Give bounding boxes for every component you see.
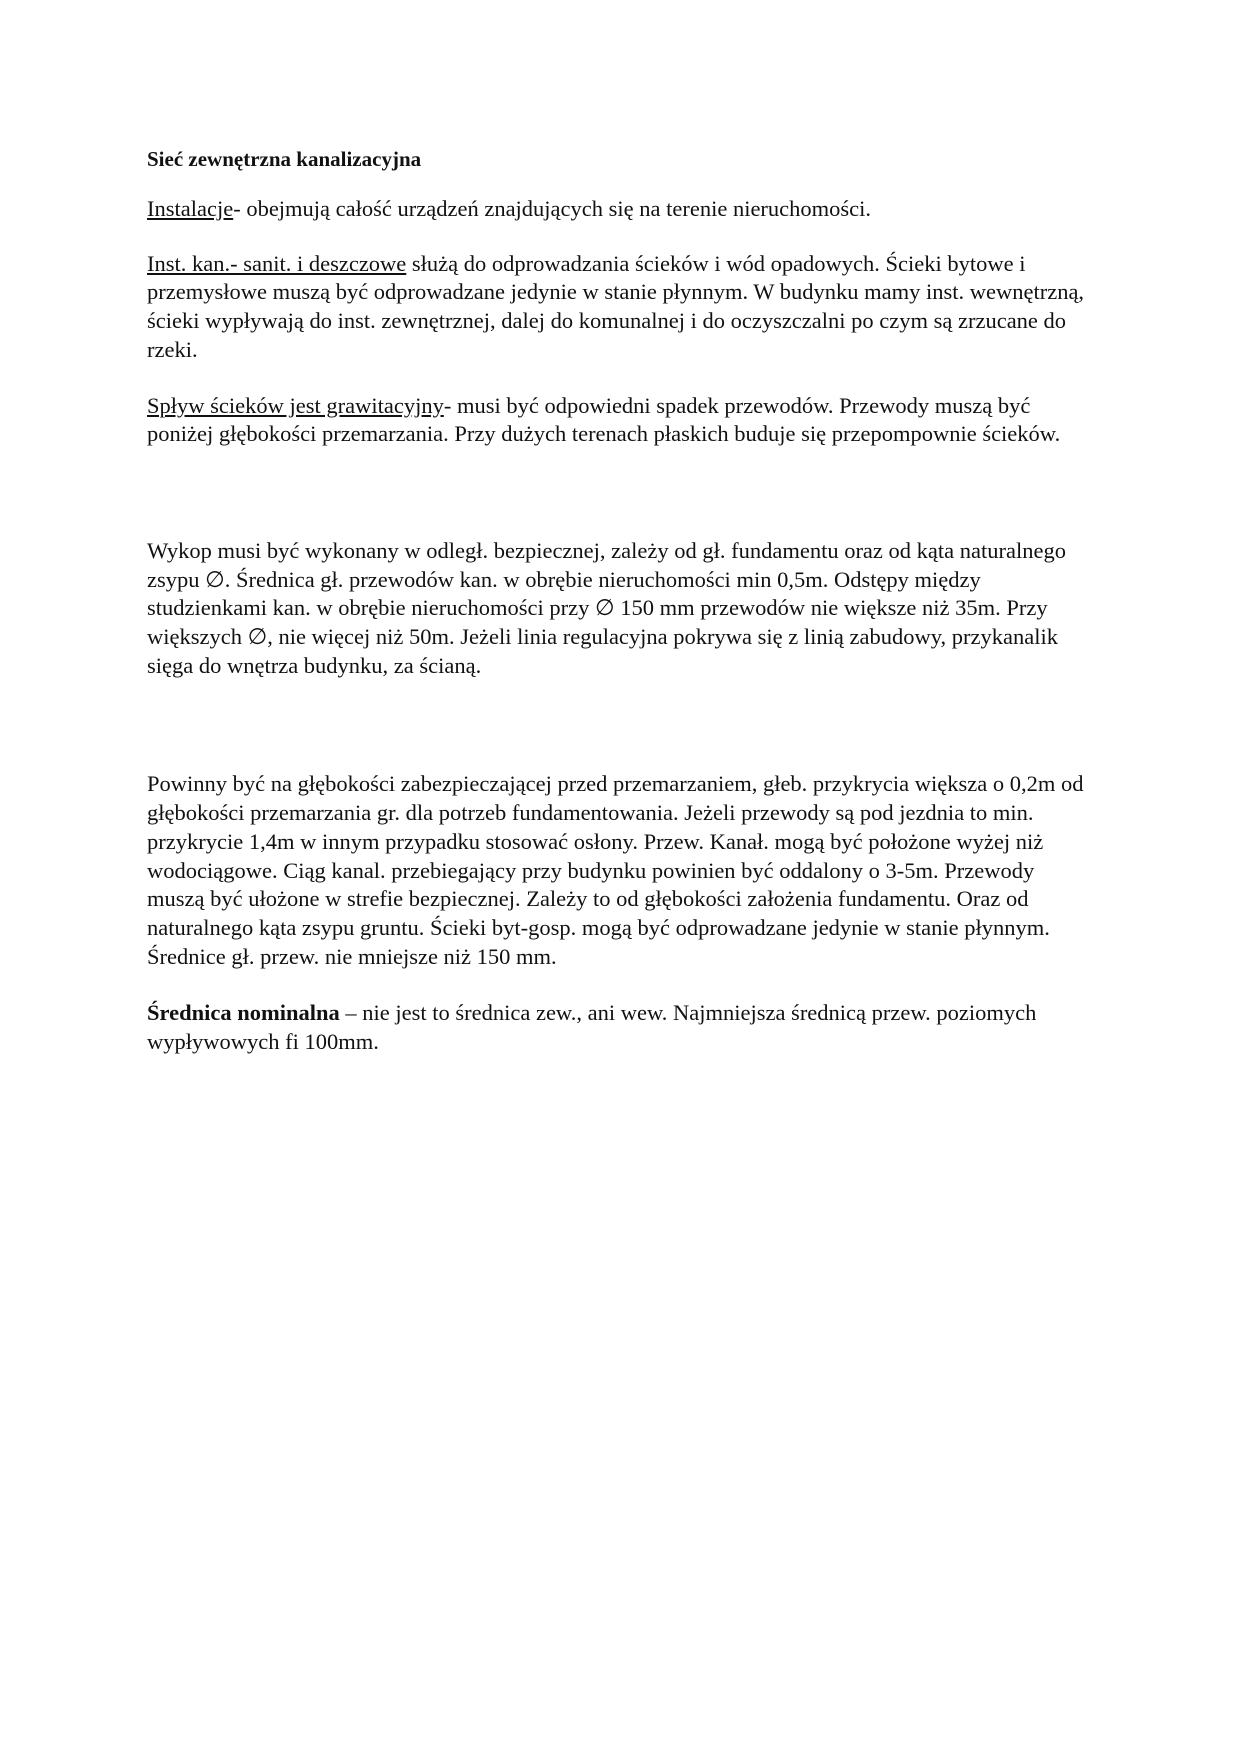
paragraph-srednica-nominalna [147,999,1097,1056]
term-instalacje: Instalacje [147,196,234,221]
term-splyw-sciekow: Spływ ścieków jest grawitacyjny [147,392,444,418]
paragraph-inst-kan-sanit [147,250,1097,365]
paragraph-glebokosc: Powinny być na głębokości zabezpieczającej przed przemarzaniem, głeb. przykrycia większa o 0,2m od głębokości przemarzania gr. dla potrzeb fundamentowania. Jeżeli przewody są pod jezdnia to min. przykrycie 1,4m w innym przypadku stosować osłony. Przew. Kanał. mogą być położone wyżej niż wodociągowe. Ciąg kanal. przebiegający przy budynku powinien być oddalony o 3-5m. Przewody muszą być ułożone w strefie bezpiecznej. Zależy to od głębokości założenia fundamentu. Oraz od naturalnego kąta zsypu gruntu. Ścieki byt-gosp. mogą być odprowadzane jedynie w stanie płynnym. Średnice gł. przew. nie mniejsze niż 150 mm. [147,771,1084,969]
paragraph-inst-kan-sanit-text: służą do odprowadzania ścieków i wód opadowych. Ścieki bytowe i przemysłowe muszą być odprowadzane jedynie w stanie płynnym. W budynku mamy inst. wewnętrzną, ścieki wypływają do inst. zewnętrznej, dalej do komunalnej i do oczyszczalni po czym są zrzucane do rzeki. [147,250,1085,362]
paragraph-srednica-nominalna-text: – nie jest to średnica zew., ani wew. Najmniejsza średnicą przew. poziomych wypływowych fi 100mm. [147,1000,1037,1055]
paragraph-wykop: Wykop musi być wykonany w odległ. bezpiecznej, zależy od gł. fundamentu oraz od kąta naturalnego zsypu ∅. Średnica gł. przewodów kan. w obrębie nieruchomości min 0,5m. Odstępy między studzienkami kan. w obrębie nieruchomości przy ∅ 150 mm przewodów nie większe niż 35m. Przy większych ∅, nie więcej niż 50m. Jeżeli linia regulacyjna pokrywa się z linią zabudowy, przykanalik sięga do wnętrza budynku, za ścianą. [147,537,1066,678]
paragraph-splyw-sciekow [147,392,1097,449]
document-title: Sieć zewnętrzna kanalizacyjna [147,147,422,171]
paragraph-splyw-sciekow-text: - musi być odpowiedni spadek przewodów. Przewody muszą być poniżej głębokości przemarzania. Przy dużych terenach płaskich buduje się przepompownie ścieków. [147,392,1061,447]
paragraph-instalacje [147,195,1097,224]
term-inst-kan-sanit: Inst. kan.- sanit. i deszczowe [147,250,407,276]
term-srednica-nominalna: Średnica nominalna [147,1000,340,1026]
document-page [147,145,1097,1057]
paragraph-instalacje-text: - obejmują całość urządzeń znajdujących się na terenie nieruchomości. [233,196,872,221]
